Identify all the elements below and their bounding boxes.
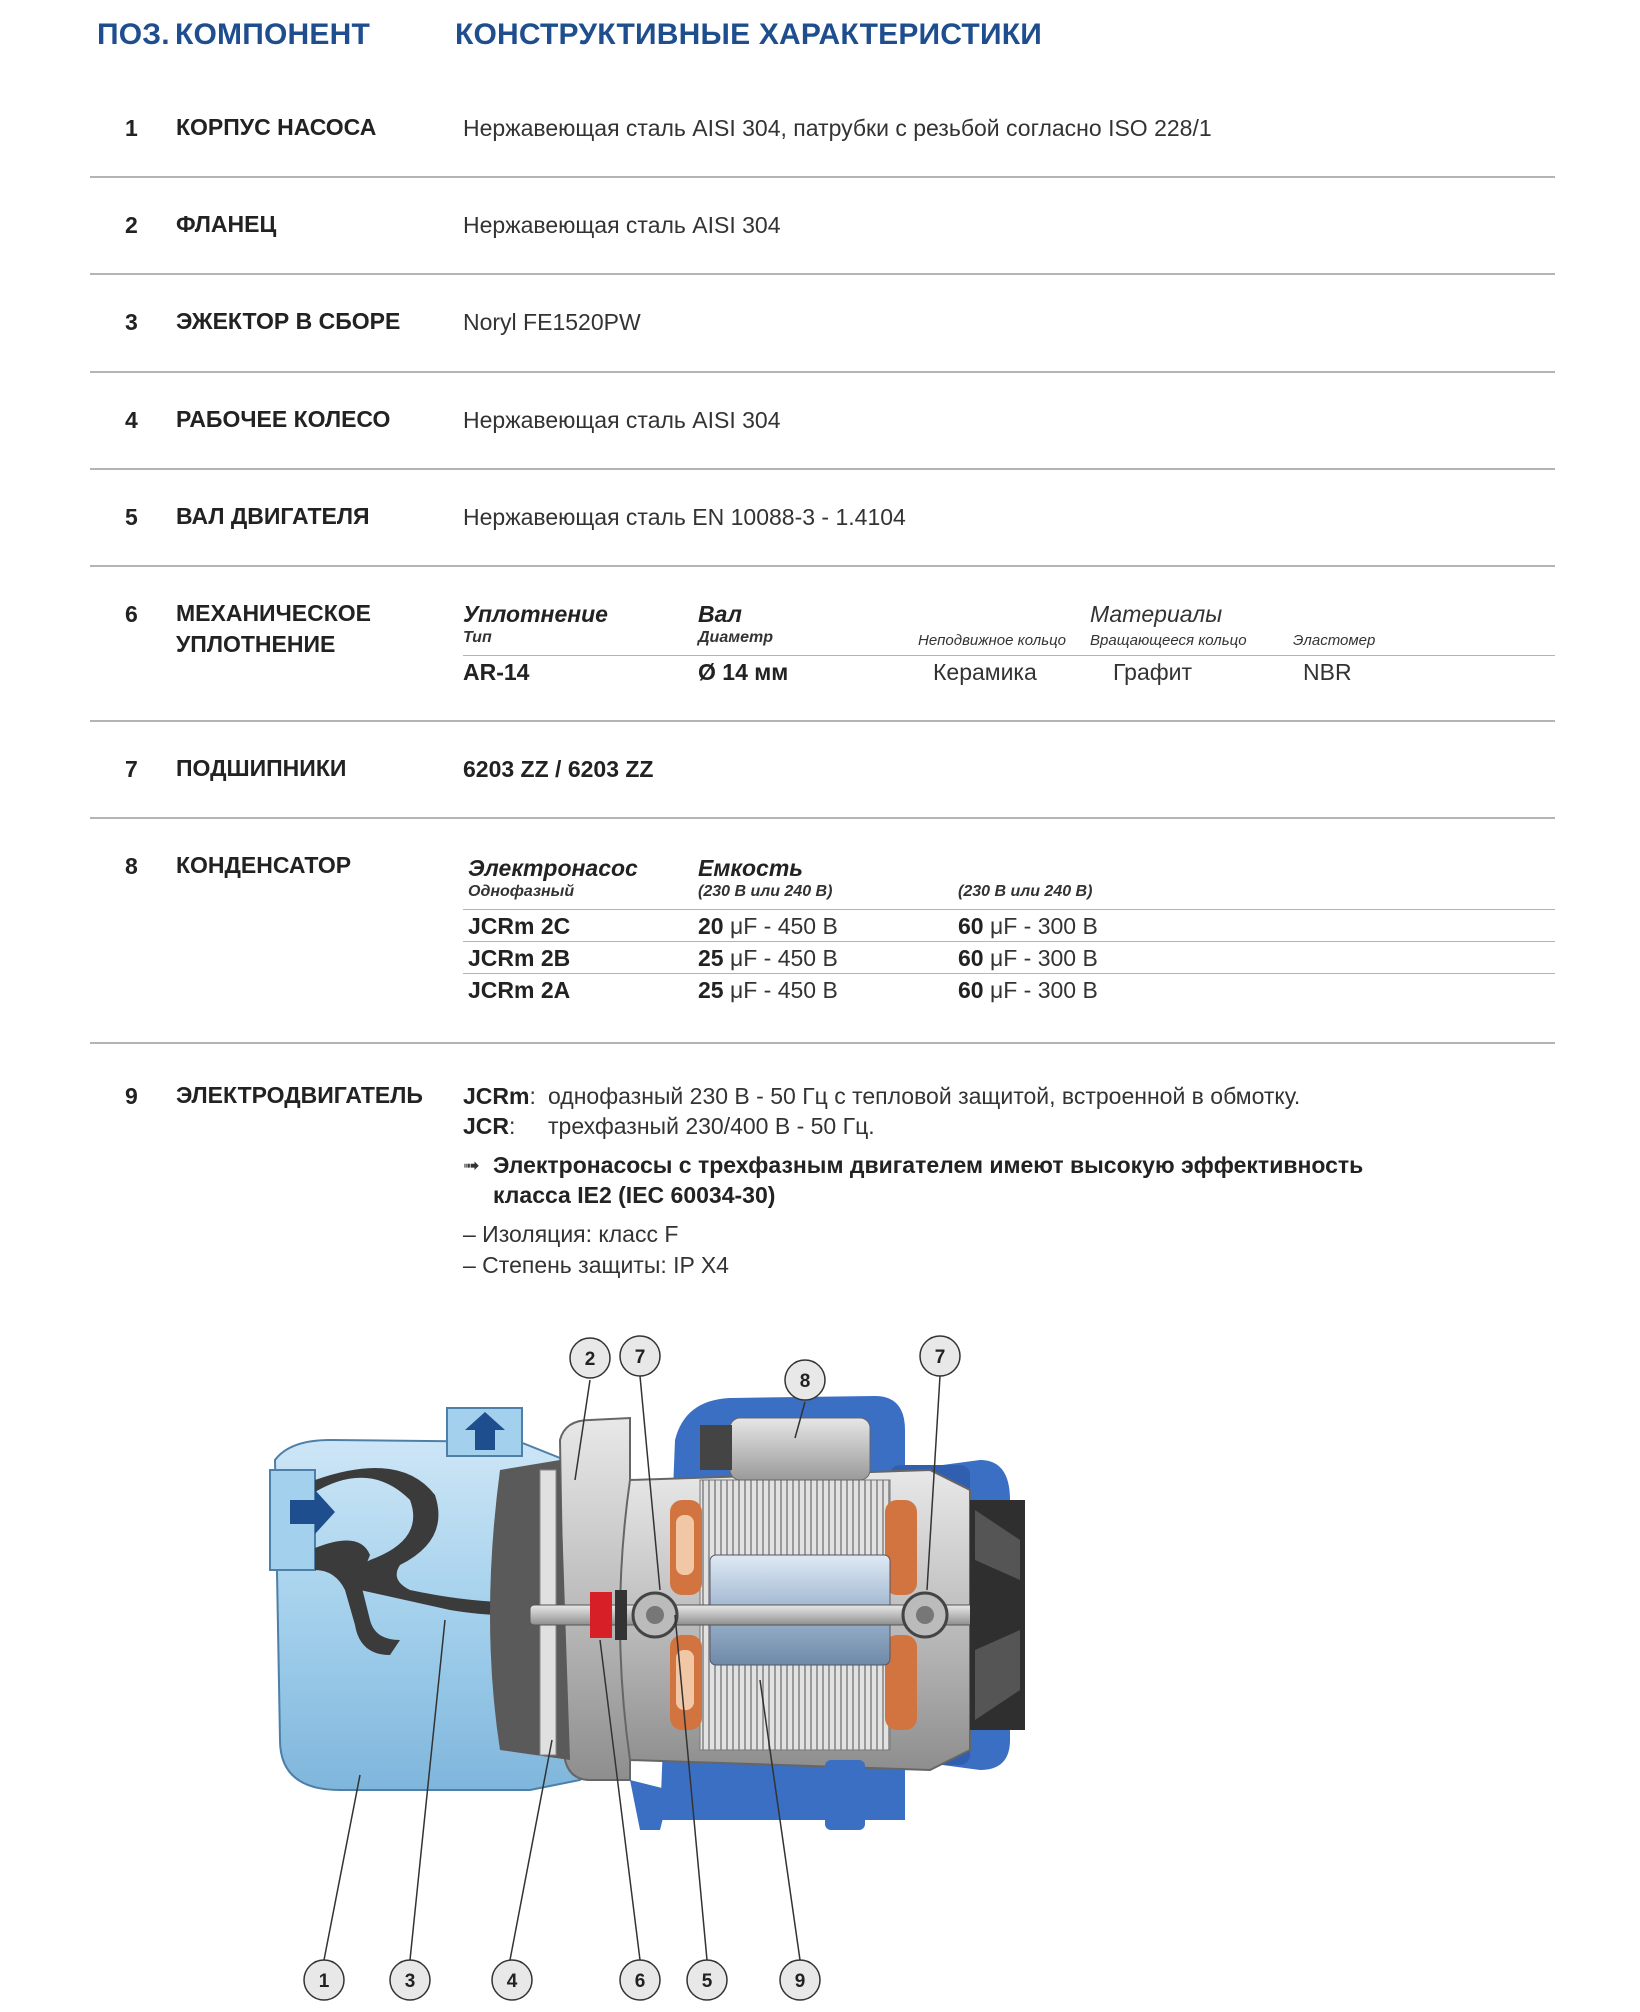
pump-header: Электронасос [468,855,638,881]
svg-text:8: 8 [799,1371,811,1392]
capacity-header: Емкость [698,855,803,881]
svg-text:5: 5 [701,1971,713,1992]
svg-text:4: 4 [506,1971,518,1992]
component-name: ВАЛ ДВИГАТЕЛЯ [176,503,370,529]
elastomer-subheader: Эластомер [1293,632,1376,649]
svg-text:3: 3 [404,1971,416,1992]
capacitor-value-1: 25 μF - 450 В [698,977,838,1003]
component-name: МЕХАНИЧЕСКОЕ УПЛОТНЕНИЕ [176,600,371,657]
component-value: 6203 ZZ / 6203 ZZ [463,756,654,782]
row-number: 8 [125,853,138,879]
component-name: ПОДШИПНИКИ [176,755,347,781]
component-name: ЭЛЕКТРОДВИГАТЕЛЬ [176,1082,423,1108]
component-value: Noryl FE1520PW [463,309,641,335]
row-number: 3 [125,309,138,335]
rotating-ring-subheader: Вращающееся кольцо [1090,632,1247,649]
component-value: Нержавеющая сталь EN 10088-3 - 1.4104 [463,504,906,530]
component-value: Нержавеющая сталь AISI 304 [463,212,781,238]
spec-row-seal [90,567,1555,722]
spec-row [90,722,1555,819]
seal-divider [463,655,1555,656]
component-name: ЭЖЕКТОР В СБОРЕ [176,308,401,334]
type-subheader: Тип [463,629,492,646]
fan [970,1500,1025,1730]
row-number: 1 [125,115,138,141]
header-poz: ПОЗ. [97,18,170,51]
capacitor-divider [463,909,1555,910]
callout-9 [780,1960,820,2000]
header-component: КОМПОНЕНТ [175,18,370,51]
row-number: 6 [125,601,138,627]
capacitor-model: JCRm 2B [468,945,571,971]
motor-line-single-phase-text: однофазный 230 В - 50 Гц с тепловой защитой, встроенной в обмотку. [548,1083,1301,1109]
svg-text:9: 9 [794,1971,806,1992]
capacitor-value-1: 25 μF - 450 В [698,945,838,971]
row-number: 5 [125,504,138,530]
efficiency-note-line-1: Электронасосы с трехфазным двигателем имеют высокую эффективность [493,1152,1364,1178]
seal-type: AR-14 [463,659,530,685]
capacitor-value-2: 60 μF - 300 В [958,945,1098,971]
rotating-ring-material: Графит [1113,659,1193,685]
callout-6 [620,1960,660,2000]
svg-text:1: 1 [318,1971,330,1992]
fixed-ring-material: Керамика [933,659,1037,685]
pump-cutaway-diagram [318,1320,1330,2010]
callout-2 [570,1338,610,1378]
row-number: 4 [125,407,138,433]
mechanical-seal [590,1590,627,1640]
motor-line-three-phase-text: трехфазный 230/400 В - 50 Гц. [548,1113,875,1139]
callout-1 [304,1960,344,2000]
component-name: ФЛАНЕЦ [176,211,277,237]
spec-row [90,373,1555,470]
callout-5 [687,1960,727,2000]
fixed-ring-subheader: Неподвижное кольцо [918,632,1067,649]
voltage-subheader: (230 В или 240 В) [698,883,833,900]
svg-text:7: 7 [634,1347,646,1368]
spec-row [90,470,1555,567]
svg-text:7: 7 [934,1347,946,1368]
capacitor [730,1418,870,1480]
spec-row-capacitor [90,819,1555,1044]
capacitor-divider [463,941,1555,942]
voltage-subheader: (230 В или 240 В) [958,883,1093,900]
materials-header: Материалы [1090,601,1223,627]
component-value: Нержавеющая сталь AISI 304 [463,407,781,433]
elastomer-material: NBR [1303,659,1352,685]
callout-4 [492,1960,532,2000]
callout-7 [920,1336,960,1376]
component-value: Нержавеющая сталь AISI 304, патрубки с резьбой согласно ISO 228/1 [463,115,1212,141]
capacitor-value-2: 60 μF - 300 В [958,977,1098,1003]
motor-line-three-phase: JCR: [463,1113,516,1139]
insulation-class: – Изоляция: класс F [463,1221,679,1247]
svg-text:6: 6 [634,1971,646,1992]
motor-foot [825,1760,865,1830]
capacitor-value-1: 20 μF - 450 В [698,913,838,939]
spec-row [90,100,1555,178]
arrow-icon: ➟ [463,1155,480,1177]
component-name: КОРПУС НАСОСА [176,114,377,140]
diameter-subheader: Диаметр [698,629,773,646]
spec-row [90,178,1555,275]
spec-row [90,275,1555,373]
callout-7 [620,1336,660,1376]
phase-subheader: Однофазный [468,883,575,900]
seal-header: Уплотнение [463,601,608,627]
component-name: РАБОЧЕЕ КОЛЕСО [176,406,391,432]
shaft-header: Вал [698,601,742,627]
component-name: КОНДЕНСАТОР [176,852,352,878]
capacitor-value-2: 60 μF - 300 В [958,913,1098,939]
capacitor-model: JCRm 2A [468,977,571,1003]
efficiency-note-line-2: класса IE2 (IEC 60034-30) [493,1182,776,1208]
row-number: 7 [125,756,138,782]
row-number: 2 [125,212,138,238]
terminal-box [700,1425,732,1470]
shaft-diameter: Ø 14 мм [698,659,789,685]
capacitor-divider [463,973,1555,974]
callout-3 [390,1960,430,2000]
callout-8 [785,1360,825,1400]
motor-line-single-phase: JCRm: [463,1083,536,1109]
svg-text:2: 2 [584,1349,596,1370]
protection-degree: – Степень защиты: IP X4 [463,1252,729,1278]
row-number: 9 [125,1083,138,1109]
header-characteristics: КОНСТРУКТИВНЫЕ ХАРАКТЕРИСТИКИ [455,18,1042,51]
capacitor-model: JCRm 2C [468,913,571,939]
